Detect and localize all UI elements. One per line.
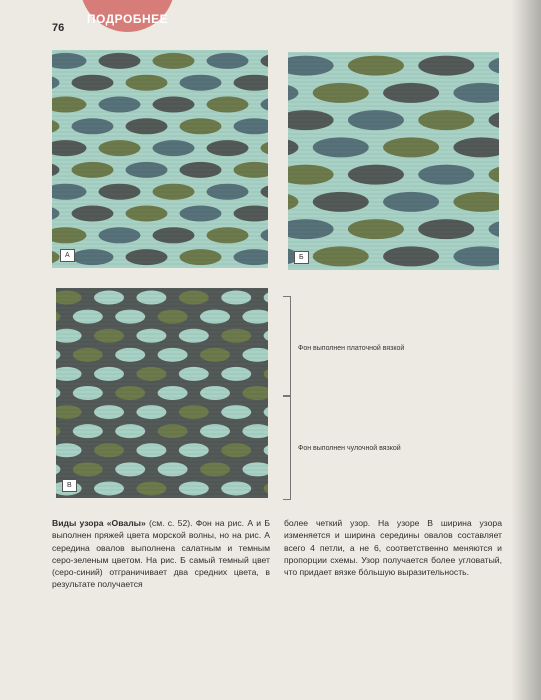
knit-oval (136, 481, 166, 495)
figure-label-c: В (62, 479, 77, 492)
annotation-stockinette-stitch: Фон выполнен чулочной вязкой (298, 445, 401, 452)
caption-left-text: (см. с. 52). Фон на рис. А и Б выполнен пряжей цвета морской волны, но на рис. А середина овалов выполнена салатным и темным серо-зеленым цветом. На рис. Б самый темный цвет (серо-синий) отграничивает два средних цвета, в результате получается (52, 518, 270, 590)
swatch-c-pattern (56, 288, 268, 498)
knit-oval (207, 53, 249, 69)
knit-oval (221, 405, 251, 419)
knit-oval (99, 227, 141, 243)
annotation-garter-stitch: Фон выполнен платочной вязкой (298, 345, 405, 352)
section-badge (80, 0, 175, 32)
knit-oval (153, 53, 195, 69)
bracket-top (283, 296, 291, 396)
knit-oval (179, 405, 209, 419)
bracket-bottom (283, 396, 291, 500)
knit-oval (179, 329, 209, 343)
figure-label-a: А (60, 249, 75, 262)
knit-swatch-b (288, 52, 499, 270)
caption-right-column: более четкий узор. На узоре В ширина узора изменяется и ширина середины овалов составляет всего 4 петли, а не 6, соответственно меняются и пропорции схемы. Узор получается более угловатый, что придает вязке бóльшую выразительность. (284, 518, 502, 578)
knit-oval (383, 246, 439, 266)
knit-oval (153, 227, 195, 243)
knit-oval (418, 110, 474, 130)
swatch-a-pattern (52, 50, 268, 268)
knit-oval (179, 481, 209, 495)
knit-oval (136, 329, 166, 343)
knit-oval (94, 329, 124, 343)
knit-oval (94, 405, 124, 419)
knit-oval (313, 246, 369, 266)
knit-oval (136, 405, 166, 419)
knit-oval (94, 481, 124, 495)
figure-label-b: Б (294, 251, 309, 264)
knit-oval (99, 53, 141, 69)
page-edge-shadow (511, 0, 541, 700)
knit-oval (221, 481, 251, 495)
knit-oval (207, 227, 249, 243)
caption-lead: Виды узора «Овалы» (52, 518, 146, 528)
swatch-b-pattern (288, 52, 499, 270)
knit-oval (348, 110, 404, 130)
caption-left-column (52, 517, 270, 591)
knit-swatch-c (56, 288, 268, 498)
knit-oval (221, 329, 251, 343)
page-number: 76 (52, 22, 65, 34)
knit-swatch-a (52, 50, 268, 268)
section-label: ПОДРОБНЕЕ (86, 12, 169, 26)
